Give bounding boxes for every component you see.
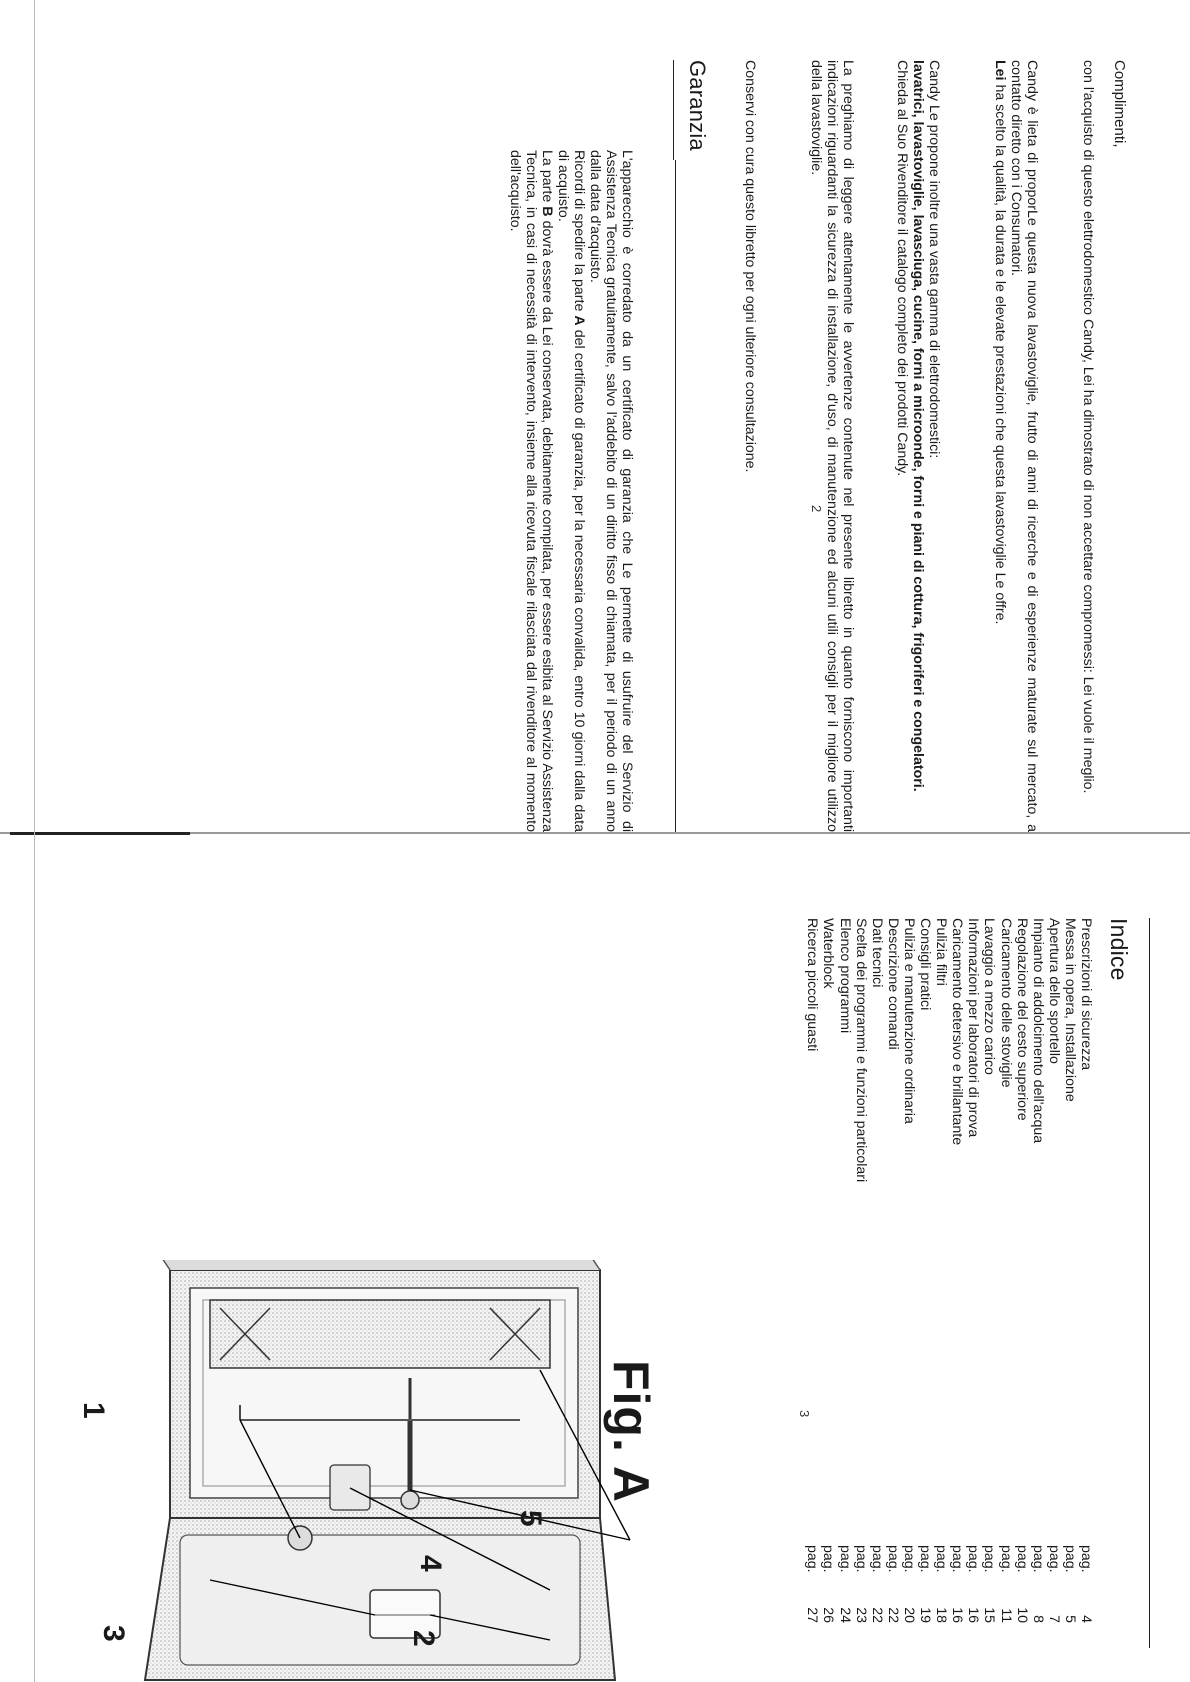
index-entry-page-number: 4 xyxy=(1078,1615,1094,1623)
index-entry-pag: pag. xyxy=(852,1545,869,1573)
index-entry-page-number: 16 xyxy=(949,1607,966,1623)
products-list xyxy=(910,60,926,832)
index-entry-page-number: 18 xyxy=(933,1607,950,1623)
page-number-left: 2 xyxy=(809,505,824,513)
index-entry-pag: pag. xyxy=(836,1545,853,1573)
index-entry-pag: pag. xyxy=(868,1545,885,1573)
index-entry-pag: pag. xyxy=(1013,1545,1030,1573)
index-entry-title: Ricerca piccoli guasti xyxy=(804,918,821,1052)
index-entry-title: Caricamento delle stoviglie xyxy=(997,918,1014,1088)
callout-5: 5 xyxy=(514,1510,547,1527)
index-entry-title: Apertura dello sportello xyxy=(1045,918,1062,1064)
quality-bold: Lei xyxy=(992,60,1008,81)
warnings-paragraph xyxy=(808,60,856,832)
products-tail: Chieda al Suo Rivenditore il catalogo completo dei prodotti Candy. xyxy=(894,60,910,477)
index-entry-title: Consigli pratici xyxy=(917,918,934,1011)
index-entry-title: Prescrizioni di sicurezza xyxy=(1078,918,1094,1071)
upper-basket xyxy=(210,1300,550,1368)
warranty-text-2b: del certificato di garanzia, per la necessaria convalida, entro 10 giorni dalla data di acquisto. xyxy=(555,150,587,832)
warranty-part-a: A xyxy=(571,315,587,326)
index-entry-page-number: 8 xyxy=(1029,1615,1046,1623)
products-bold: lavatrici, lavastoviglie, lavasciuga, cucine, forni a microonde, forni e piani di cottura, frigoriferi e congelatori. xyxy=(910,60,926,792)
products-lead: Candy Le propone inoltre una vasta gamma di elettrodomestici: xyxy=(926,60,942,459)
products-paragraph xyxy=(894,60,942,832)
index-entry-title: Lavaggio a mezzo carico xyxy=(981,918,998,1075)
figure-title: Fig. A xyxy=(603,1360,659,1504)
index-entry-pag: pag. xyxy=(804,1545,821,1573)
index-entry-page-number: 24 xyxy=(836,1607,853,1623)
warranty-part-b: B xyxy=(539,206,555,217)
index-entry-page-number: 5 xyxy=(1061,1615,1078,1623)
callout-3: 3 xyxy=(97,1625,130,1642)
index-entry-title: Caricamento detersivo e brillantante xyxy=(949,918,966,1146)
dishwasher-diagram xyxy=(0,1260,1190,1682)
quality-text xyxy=(992,60,1008,832)
salt-container xyxy=(330,1465,370,1510)
index-entry-page-number: 15 xyxy=(981,1607,998,1623)
warranty-text-2 xyxy=(555,150,587,832)
index-entry-pag: pag. xyxy=(949,1545,966,1573)
candy-paragraph xyxy=(992,60,1040,832)
index-entry-page-number: 22 xyxy=(884,1607,901,1623)
index-entry-page-number: 20 xyxy=(900,1607,917,1623)
index-entry-pag: pag. xyxy=(1061,1545,1078,1573)
index-entry-pag: pag. xyxy=(884,1545,901,1573)
spine-shadow xyxy=(10,832,190,835)
index-entry-page-number: 27 xyxy=(804,1607,821,1623)
index-entry-title: Regolazione del cesto superiore xyxy=(1013,918,1030,1121)
quality-rest: ha scelto la qualità, la durata e le elevate prestazioni che questa lavastoviglie Le offre. xyxy=(992,80,1008,625)
index-entry-pag: pag. xyxy=(900,1545,917,1573)
keep-booklet-text: Conservi con cura questo libretto per ogni ulteriore consultazione. xyxy=(742,60,758,473)
index-entry-page-number: 23 xyxy=(852,1607,869,1623)
index-entry-pag: pag. xyxy=(981,1545,998,1573)
index-entry-title: Pulizia filtri xyxy=(933,918,950,986)
keep-booklet-paragraph xyxy=(742,60,758,832)
index-entry-pag: pag. xyxy=(997,1545,1014,1573)
warranty-rule-top xyxy=(675,160,676,832)
index-entry-title: Waterblock xyxy=(820,918,837,989)
index-entry-title: Elenco programmi xyxy=(836,918,853,1034)
greeting: Complimenti, xyxy=(1111,60,1128,148)
warranty-title: Garanzia xyxy=(685,60,710,151)
warranty-text-3a: La parte xyxy=(539,150,555,207)
warranty-text-3 xyxy=(507,150,555,832)
index-entry-title: Scelta dei programmi e funzioni particolari xyxy=(852,918,869,1183)
index-entry-pag: pag. xyxy=(933,1545,950,1573)
index-entry-page-number: 11 xyxy=(997,1608,1014,1623)
index-entry-pag: pag. xyxy=(917,1545,934,1573)
intro-paragraph xyxy=(1080,60,1096,832)
callout-4: 4 xyxy=(414,1555,447,1572)
index-entry-page-number: 7 xyxy=(1045,1615,1062,1623)
index-entry-page-number: 26 xyxy=(820,1607,837,1623)
index-entry-pag: pag. xyxy=(1045,1545,1062,1573)
index-entry-title: Descrizione comandi xyxy=(884,918,901,1050)
index-entry-pag: pag. xyxy=(1029,1545,1046,1573)
index-entry-title: Messa in opera, Installazione xyxy=(1061,918,1078,1102)
index-entry-pag: pag. xyxy=(965,1545,982,1573)
warranty-text-2a: Ricordi di spedire la parte xyxy=(571,150,587,316)
warranty-paragraph xyxy=(507,150,635,832)
index-entry-title: Informazioni per laboratori di prova xyxy=(965,918,982,1138)
index-entry-pag: pag. xyxy=(820,1545,837,1573)
callout-1: 1 xyxy=(77,1402,110,1419)
index-entry-page-number: 22 xyxy=(868,1607,885,1623)
index-entry-page-number: 16 xyxy=(965,1607,982,1623)
callout-2: 2 xyxy=(407,1630,440,1647)
warranty-text-3b: dovrà essere da Lei conservata, debitamente compilata, per essere esibita al Servizio Assistenza Tecnica, in casi di necessità di intervento, insieme alla ricevuta fiscale rilasciata dal rivenditore al momento dell'acquisto. xyxy=(507,150,555,832)
warranty-rule xyxy=(673,60,674,160)
index-entry-page-number: 19 xyxy=(917,1607,934,1623)
index-entry-title: Dati tecnici xyxy=(868,918,885,988)
index-entry-title: Impianto di addolcimento dell'acqua xyxy=(1029,918,1046,1144)
index-entry-pag: pag. xyxy=(1078,1545,1094,1573)
index-entry-page-number: 10 xyxy=(1013,1607,1030,1623)
index-title: Indice xyxy=(1106,918,1132,981)
candy-text: Candy è lieta di proporLe questa nuova lavastoviglie, frutto di anni di ricerche e di esperienze maturate sul mercato, a contatto diretto con i Consumatori. xyxy=(1008,60,1040,832)
warnings-text: La preghiamo di leggere attentamente le avvertenze contenute nel presente libretto in quanto forniscono importanti indicazioni riguardanti la sicurezza di installazione, d'uso, di manutenzione ed alcuni utili consigli per il migliore utilizzo della lavastoviglie. xyxy=(808,60,856,832)
page-number-right: 3 xyxy=(797,1410,812,1418)
warranty-text-1: L'apparecchio è corredato da un certificato di garanzia che Le permette di usufruire del Servizio di Assistenza Tecnica gratuitamente, salvo l'addebito di un diritto fisso di chiamata, per il periodo di un anno dalla data d'acquisto. xyxy=(587,150,635,832)
index-entry-title: Pulizia e manutenzione ordinaria xyxy=(900,918,917,1124)
intro-text: con l'acquisto di questo elettrodomestico Candy, Lei ha dimostrato di non accettare compromessi: Lei vuole il meglio. xyxy=(1080,60,1096,794)
